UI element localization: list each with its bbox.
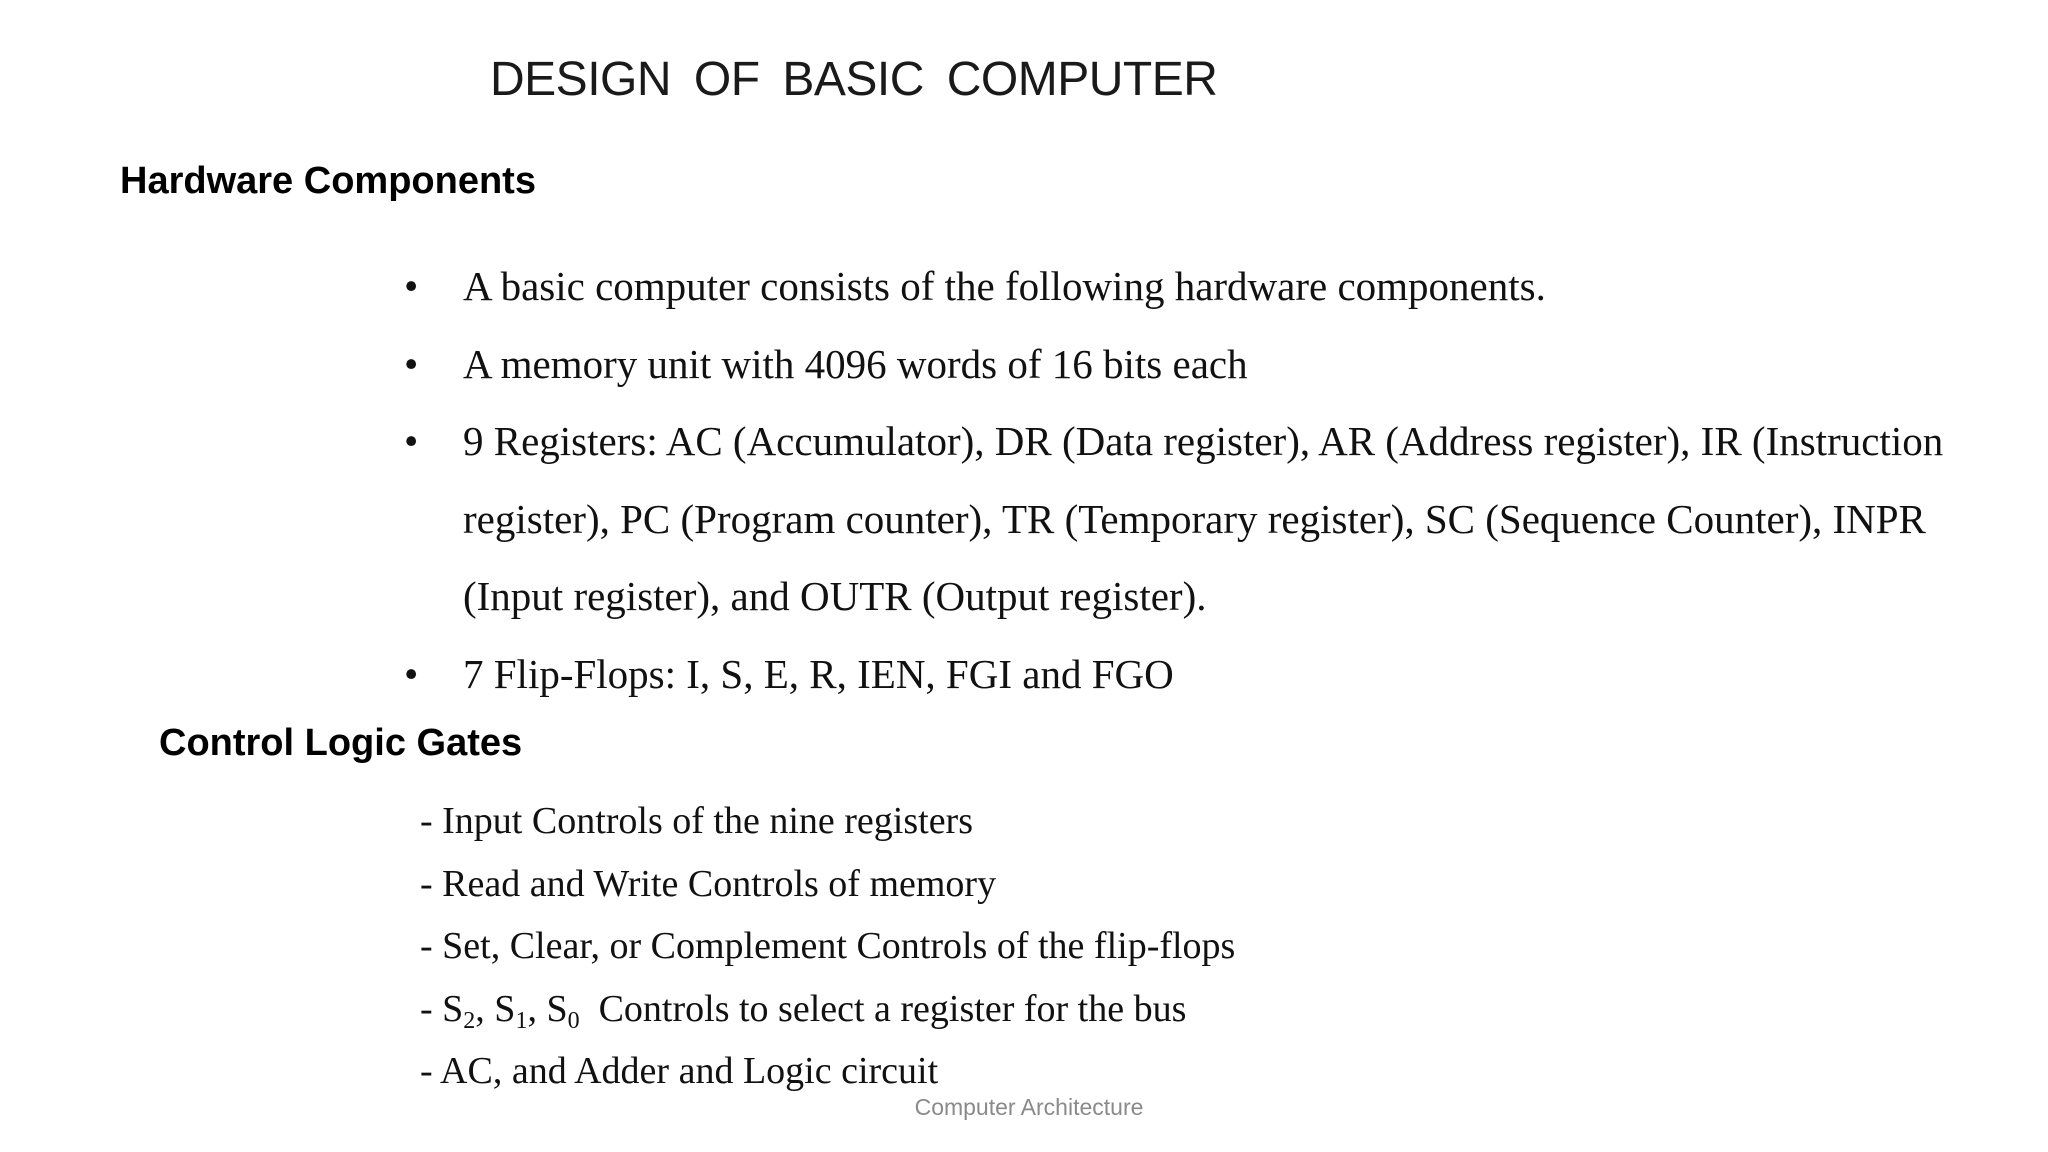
bullet-icon: • [404,340,419,387]
bullet-icon: • [404,263,419,309]
bullet-text: 9 Registers: AC (Accumulator), DR (Data register), AR (Address register), IR (Instruction register), PC (Program counter), TR (Temporary register), SC (Sequence Counter), INPR (Input register), and OUTR (Output register). [463,418,1944,619]
bullet-item [404,326,1964,404]
control-item: - Read and Write Controls of memory [420,862,997,905]
bullet-text: A basic computer consists of the following hardware components. [463,263,1546,309]
slide-title: DESIGN OF BASIC COMPUTER [490,53,1218,106]
select-line-s2: $S_2$ [442,987,476,1034]
bullet-text: A memory unit with 4096 words of 16 bits each [463,340,1248,387]
bullet-item [404,248,1964,326]
hardware-components-heading: Hardware Components [120,160,536,202]
select-line-s0: $S_0$ [546,987,580,1034]
select-line-s1: $S_1$ [494,987,528,1034]
control-item: - AC, and Adder and Logic circuit [420,1050,939,1092]
bullet-icon: • [404,650,419,697]
hardware-bullet-list [404,248,1964,713]
control-logic-list [420,790,1235,1103]
control-logic-gates-heading: Control Logic Gates [159,722,523,764]
bullet-item [404,636,1964,714]
bullet-item [404,403,1964,636]
control-item-select-lines: - $S_2$, $S_1$, $S_0$ Controls to select a register for the bus [420,987,1187,1034]
select-prefix: - [420,987,443,1030]
control-item: - Input Controls of the nine registers [420,800,974,842]
bullet-text: 7 Flip-Flops: I, S, E, R, IEN, FGI and FGO [463,650,1174,697]
control-item: - Set, Clear, or Complement Controls of the flip-flops [420,925,1236,967]
bullet-icon: • [404,418,419,464]
select-suffix: Controls to select a register for the bus [579,987,1187,1030]
slide-footer: Computer Architecture [914,1094,1144,1120]
